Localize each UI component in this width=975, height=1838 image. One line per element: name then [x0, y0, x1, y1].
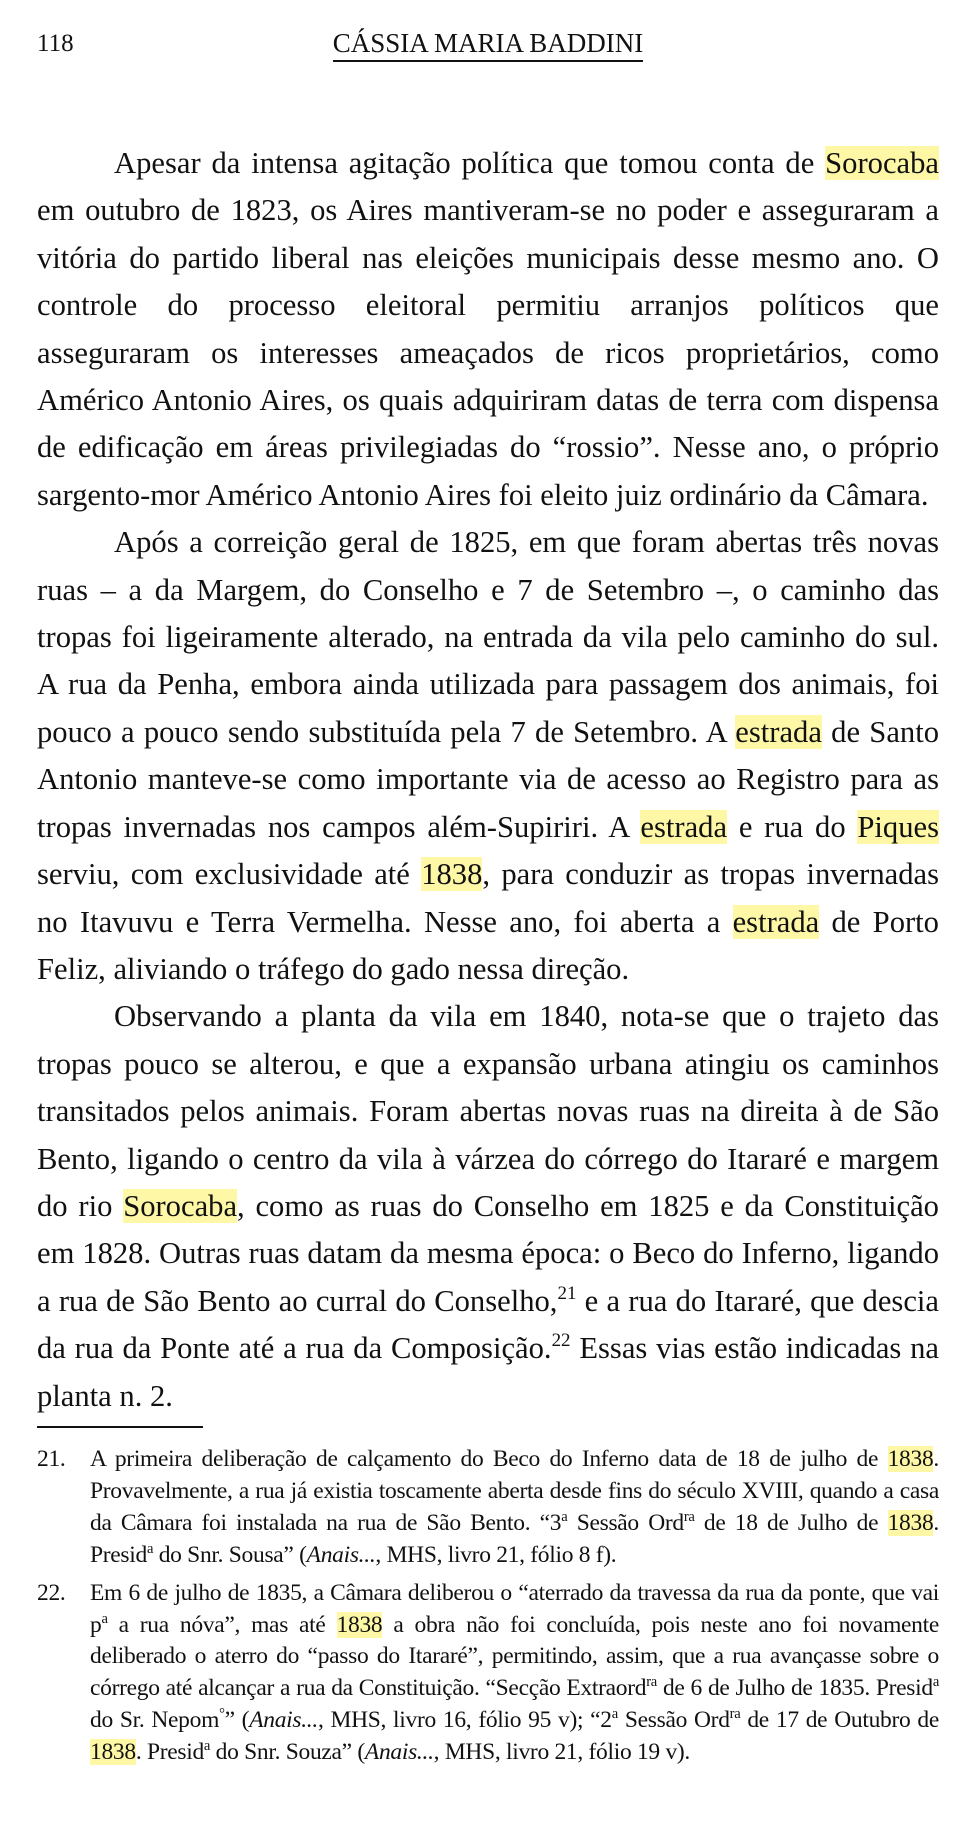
- text-run: do Snr. Souza” (: [210, 1739, 365, 1766]
- page-number: 118: [37, 30, 74, 57]
- text-run: em outubro de 1823, os Aires mantiveram-se no poder e asseguraram a vitória do partido liberal nas eleições municipais desse mesmo ano. O controle do processo eleitoral permitiu arranjos políticos que asseguraram os interesses ameaçados de ricos proprietários, como Américo Antonio Aires, os quais adquiriram datas de terra com dispensa de edificação em áreas privilegiadas do “rossio”. Nesse ano, o próprio sargento-mor Américo Antonio Aires foi eleito juiz ordinário da Câmara.: [37, 193, 939, 512]
- search-highlight: 1838: [887, 1509, 934, 1536]
- text-run: e rua do: [727, 809, 858, 844]
- italic-title: Anais...: [249, 1707, 318, 1734]
- footnote-separator: [37, 1426, 203, 1428]
- ordinal-mark: °: [219, 1706, 225, 1723]
- running-head: [37, 28, 939, 62]
- text-run: e a rua do Itararé, que descia da rua da Ponte até a rua da Composição.: [37, 1283, 939, 1366]
- text-run: , para conduzir as tropas invernadas no Itavuvu e Terra Vermelha. Nesse ano, foi aberta a: [37, 857, 940, 939]
- text-run: a rua nóva”, mas até: [107, 1611, 337, 1638]
- text-run: de 17 de Outubro de: [740, 1707, 940, 1734]
- text-run: a obra não foi concluída, pois neste ano foi novamente deliberado o aterro do “passo do Itararé”, permitindo, assim, que a rua avançasse sobre o córrego até alcançar a rua da Constituição. “Secção Extraord: [90, 1611, 939, 1702]
- main-text: [37, 140, 939, 1420]
- ordinal-mark: a: [734, 1706, 741, 1723]
- text-run: de Porto Feliz, aliviando o tráfego do gado nessa direção.: [37, 904, 939, 986]
- text-run: Após a correição geral de 1825, em que foram abertas três novas ruas – a da Margem, do Conselho e 7 de Setembro –, o caminho das tropas foi ligeiramente alterado, na entrada da vila pelo caminho do sul. A rua da Penha, embora ainda utilizada para passagem dos animais, foi pouco a pouco sendo substituída pela 7 de Setembro. A: [37, 525, 939, 749]
- text-run: , MHS, livro 21, fólio 19 v).: [433, 1739, 691, 1766]
- text-run: Essas vias estão indicadas na planta n. 2.: [37, 1331, 939, 1413]
- text-run: . Presid: [135, 1739, 204, 1766]
- ordinal-mark: a: [203, 1738, 211, 1755]
- text-run: , como as ruas do Conselho em 1825 e da Constituição em 1828. Outras ruas datam da mesma época: o Beco do Inferno, ligando a rua de São Bento ao curral do Conselho,: [37, 1188, 939, 1318]
- ordinal-mark: a: [650, 1674, 657, 1691]
- search-highlight: 1838: [90, 1739, 136, 1766]
- ordinal-mark: r: [683, 1508, 689, 1525]
- text-run: ” (: [224, 1707, 250, 1734]
- paragraph-1: [37, 140, 939, 519]
- italic-title: Anais...: [364, 1739, 434, 1766]
- ordinal-mark: a: [561, 1508, 568, 1525]
- text-run: de 6 de Julho de 1835. Presid: [656, 1675, 933, 1702]
- search-highlight: estrada: [640, 809, 728, 844]
- text-run: de Santo Antonio manteve-se como importante via de acesso ao Registro para as tropas invernadas nos campos além-Supiriri. A: [37, 714, 939, 844]
- ordinal-mark: a: [688, 1508, 695, 1525]
- search-highlight: estrada: [732, 904, 820, 939]
- text-run: . Provavelmente, a rua já existia toscamente aberta desde fins do século XVIII, quando a casa da Câmara foi instalada na rua de São Bento. “3: [90, 1446, 939, 1536]
- footnote-number: 22.: [37, 1579, 66, 1606]
- text-run: de 18 de Julho de: [694, 1509, 888, 1536]
- ordinal-mark: r: [646, 1674, 651, 1691]
- text-run: . Presid: [90, 1509, 939, 1568]
- text-run: serviu, com exclusividade até: [37, 857, 422, 892]
- text-run: Sessão Ord: [617, 1707, 730, 1734]
- text-run: do Snr. Sousa” (: [153, 1541, 307, 1568]
- running-head-text: CÁSSIA MARIA BADDINI: [333, 28, 644, 62]
- paragraph-3: [37, 993, 939, 1420]
- italic-title: Anais...: [306, 1541, 376, 1568]
- ordinal-mark: a: [932, 1674, 940, 1691]
- page-header: [37, 24, 939, 64]
- search-highlight: 1838: [336, 1611, 383, 1638]
- search-highlight: estrada: [735, 714, 822, 749]
- search-highlight: Sorocaba: [123, 1188, 238, 1223]
- search-highlight: Sorocaba: [825, 146, 939, 180]
- text-run: Em 6 de julho de 1835, a Câmara deliberou o “aterrado da travessa da rua da ponte, que vai p: [90, 1579, 939, 1638]
- footnote-21: [37, 1444, 939, 1572]
- text-run: do Sr. Nepom: [90, 1707, 220, 1734]
- search-highlight: 1838: [421, 857, 483, 892]
- footnote-ref-22[interactable]: 22: [551, 1330, 571, 1352]
- footnote-22: [37, 1578, 939, 1769]
- footnote-number: 21.: [37, 1446, 66, 1472]
- text-run: , MHS, livro 21, fólio 8 f).: [375, 1541, 617, 1568]
- search-highlight: Piques: [857, 809, 939, 844]
- text-run: , MHS, livro 16, fólio 95 v); “2: [317, 1707, 612, 1734]
- paragraph-2: [37, 519, 939, 993]
- text-run: Sessão Ord: [567, 1509, 684, 1536]
- ordinal-mark: a: [146, 1540, 154, 1557]
- text-run: Observando a planta da vila em 1840, nota-se que o trajeto das tropas pouco se alterou, e que a expansão urbana atingiu os caminhos transitados pelos animais. Foram abertas novas ruas na direita à de São Bento, ligando o centro da vila à várzea do córrego do Itararé e margem do rio: [37, 999, 939, 1223]
- ordinal-mark: r: [729, 1706, 735, 1723]
- ordinal-mark: a: [611, 1706, 618, 1723]
- ordinal-mark: a: [101, 1610, 108, 1627]
- footnote-ref-21[interactable]: 21: [557, 1282, 577, 1304]
- text-run: Apesar da intensa agitação política que tomou conta de: [114, 146, 826, 180]
- text-run: A primeira deliberação de calçamento do Beco do Inferno data de 18 de julho de: [90, 1446, 888, 1472]
- footnotes: [37, 1444, 939, 1775]
- search-highlight: 1838: [887, 1446, 934, 1472]
